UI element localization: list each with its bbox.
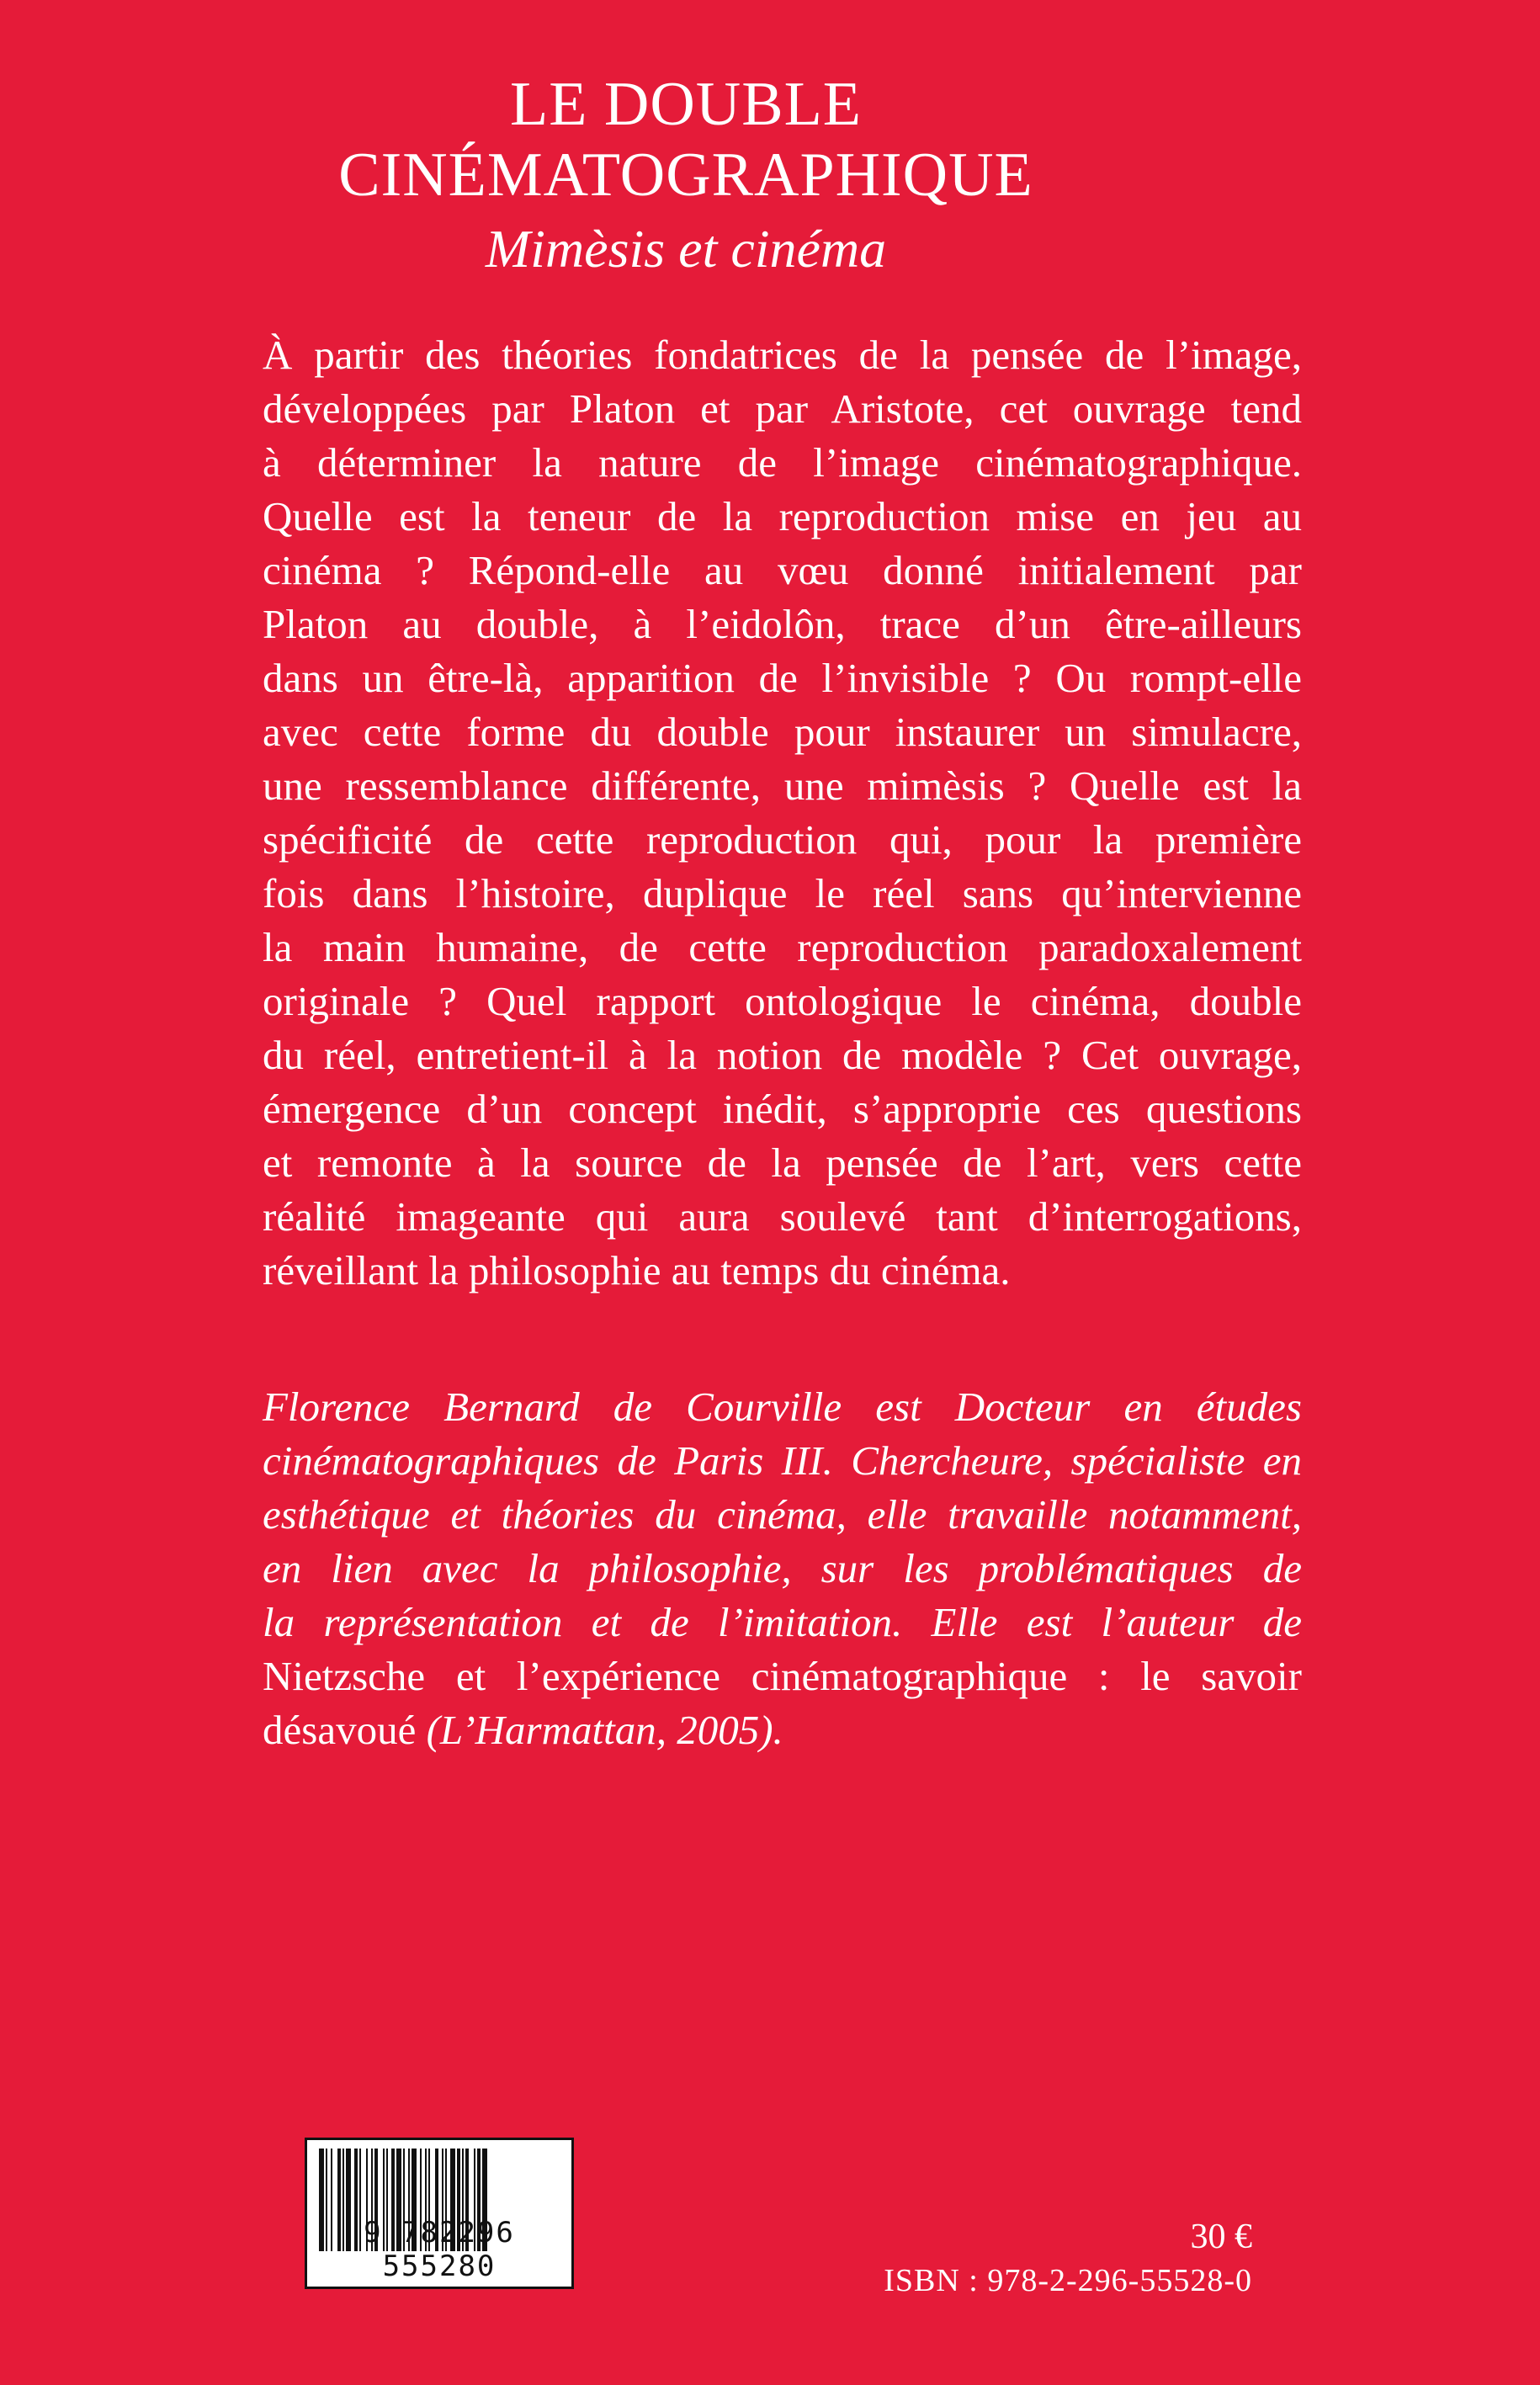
synopsis-line: Platon au double, à l’eidolôn, trace d’un être-ailleurs [263,601,1302,647]
bio-line: esthétique et théories du cinéma, elle travaille notamment, [263,1491,1302,1538]
synopsis-line: spécificité de cette reproduction qui, pour la première [263,816,1302,863]
synopsis-line: du réel, entretient-il à la notion de modèle ? Cet ouvrage, [263,1032,1302,1078]
synopsis-line: avec cette forme du double pour instaurer un simulacre, [263,709,1302,755]
bio-line: la représentation et de l’imitation. Elle est l’auteur de [263,1599,1302,1645]
title-block [0,69,1372,279]
synopsis-line: et remonte à la source de la pensée de l’art, vers cette [263,1139,1302,1186]
synopsis-line: Quelle est la teneur de la reproduction mise en jeu au [263,493,1302,539]
synopsis-line: à déterminer la nature de l’image cinématographique. [263,439,1302,486]
barcode [305,2138,574,2289]
price: 30 € [1190,2218,1252,2256]
synopsis-line: cinéma ? Répond-elle au vœu donné initialement par [263,547,1302,593]
synopsis-paragraph [263,328,1302,1298]
barcode-digits: 9 782296 555280 [364,2216,515,2283]
bio-line: Florence Bernard de Courville est Docteur en études [263,1384,1302,1430]
bio-line-publisher [263,1703,1302,1757]
book-title-line-1: LE DOUBLE [510,70,862,139]
bio-publisher-year: (L’Harmattan, 2005). [426,1707,783,1753]
synopsis-line: une ressemblance différente, une mimèsis ? Quelle est la [263,762,1302,809]
synopsis-line: dans un être-là, apparition de l’invisible ? Ou rompt-elle [263,655,1302,701]
synopsis-line: développées par Platon et par Aristote, cet ouvrage tend [263,385,1302,432]
bio-book-title-end: désavoué [263,1707,427,1753]
book-subtitle: Mimèsis et cinéma [485,219,887,279]
bio-line: cinématographiques de Paris III. Chercheure, spécialiste en [263,1437,1302,1484]
bio-line-previous-book: Nietzsche et l’expérience cinématographique : le savoir [263,1653,1302,1699]
synopsis-line: fois dans l’histoire, duplique le réel sans qu’intervienne [263,870,1302,916]
synopsis-line: réveillant la philosophie au temps du cinéma. [263,1247,1011,1293]
author-bio [263,1380,1302,1757]
book-title-line-2: CINÉMATOGRAPHIQUE [338,141,1033,210]
synopsis-line: émergence d’un concept inédit, s’approprie ces questions [263,1086,1302,1132]
bio-line: en lien avec la philosophie, sur les problématiques de [263,1545,1302,1591]
synopsis-line: réalité imageante qui aura soulevé tant d’interrogations, [263,1193,1302,1240]
synopsis-line: À partir des théories fondatrices de la pensée de l’image, [263,332,1302,378]
synopsis-line: la main humaine, de cette reproduction paradoxalement [263,924,1302,970]
isbn: ISBN : 978-2-296-55528-0 [884,2263,1252,2298]
synopsis-line: originale ? Quel rapport ontologique le cinéma, double [263,978,1302,1024]
